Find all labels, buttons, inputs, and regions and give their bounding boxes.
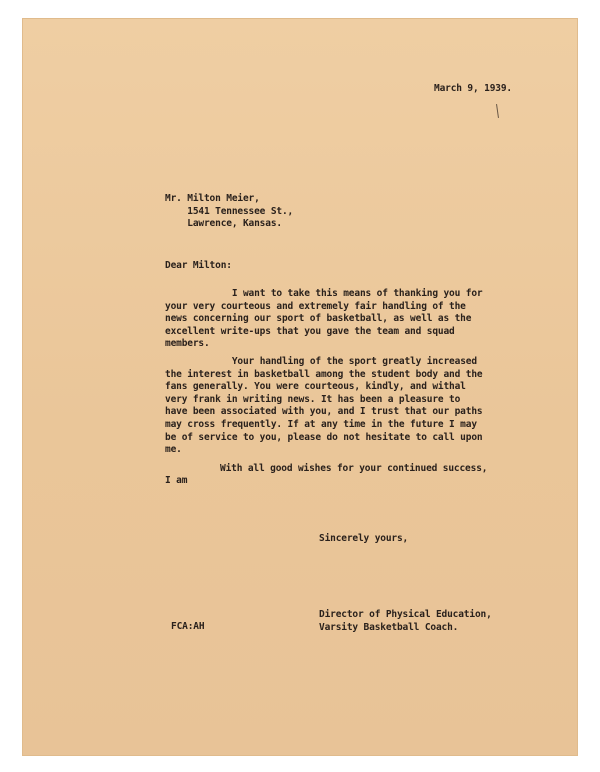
signer-title-line: Director of Physical Education,: [319, 609, 492, 620]
paragraph-2-line: fans generally. You were courteous, kindly, and withal: [165, 381, 466, 393]
signer-title-line: Varsity Basketball Coach.: [319, 621, 459, 633]
paragraph-2-line: may cross frequently. If at any time in the future I may: [165, 418, 477, 430]
signoff: Sincerely yours,: [319, 533, 409, 544]
paragraph-1-line: members.: [165, 338, 210, 350]
paragraph-2-line: me.: [165, 444, 182, 456]
paragraph-2-line: have been associated with you, and I trust that our paths: [165, 406, 483, 418]
paragraph-2-line: very frank in writing news. It has been a pleasure to: [165, 393, 461, 405]
closing-continuation: I am: [165, 475, 188, 486]
paragraph-1-line: excellent write-ups that you gave the team and squad: [165, 325, 455, 337]
signer-title: [319, 609, 492, 634]
paragraph-2-line: Your handling of the sport greatly increased: [231, 356, 477, 367]
paragraph-2-line: be of service to you, please do not hesitate to call upon: [165, 431, 483, 443]
recipient-city: Lawrence, Kansas.: [187, 218, 282, 230]
letter-page: [22, 18, 578, 756]
letter-date: March 9, 1939.: [434, 83, 512, 94]
salutation: Dear Milton:: [165, 260, 232, 271]
reference-initials: FCA:AH: [171, 621, 205, 632]
recipient-name: Mr. Milton Meier,: [165, 193, 260, 204]
closing-wishes: With all good wishes for your continued success,: [220, 463, 488, 474]
paragraph-2-line: the interest in basketball among the student body and the: [165, 368, 483, 380]
paragraph-1: [165, 288, 482, 351]
paragraph-1-line: your very courteous and extremely fair handling of the: [165, 300, 466, 312]
pencil-mark: [496, 104, 499, 118]
recipient-street: 1541 Tennessee St.,: [187, 205, 294, 217]
paragraph-1-line: I want to take this means of thanking you for: [231, 288, 483, 299]
recipient-address: [165, 193, 293, 231]
paragraph-2: [165, 356, 482, 457]
paragraph-1-line: news concerning our sport of basketball, as well as the: [165, 313, 472, 325]
